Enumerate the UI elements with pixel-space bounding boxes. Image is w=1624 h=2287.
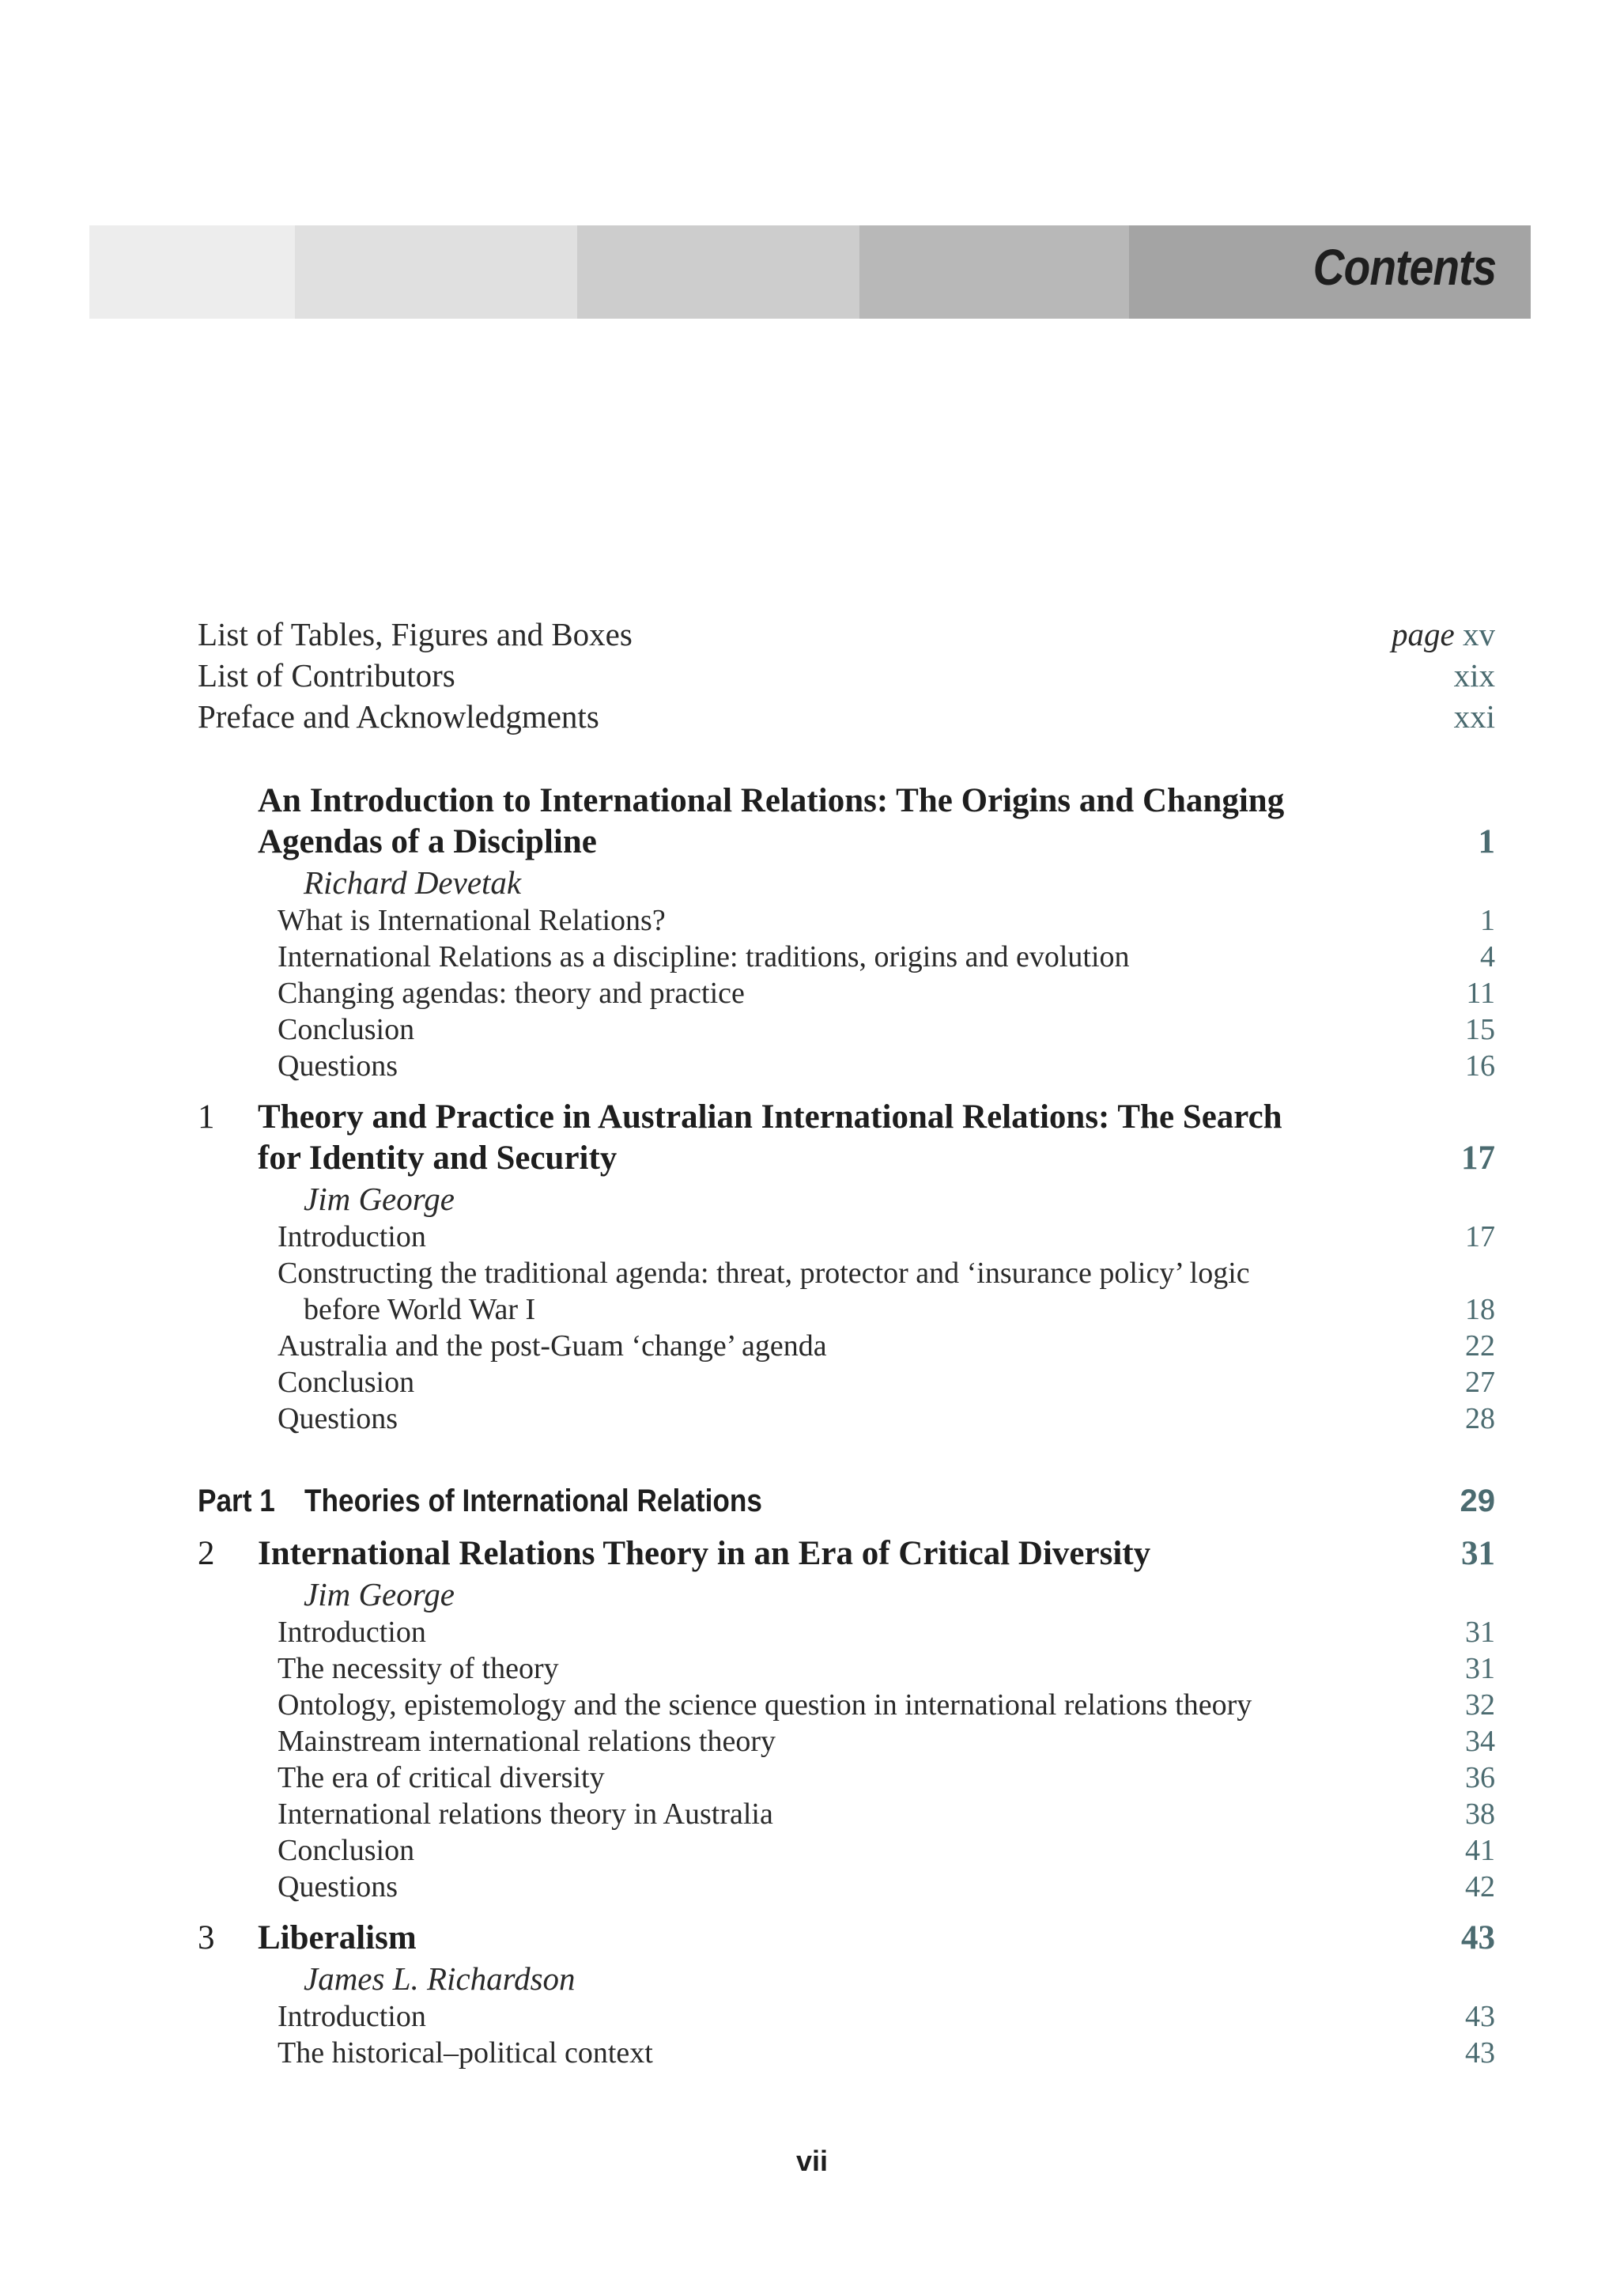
section-page: 31 — [1465, 1616, 1495, 1649]
band-segment — [89, 225, 295, 319]
author-name: Jim George — [304, 1576, 455, 1612]
toc-entry-title: Preface and Acknowledgments — [198, 698, 599, 735]
toc-section[interactable] — [0, 2036, 1624, 2075]
contents-header-band — [89, 225, 1531, 319]
toc-section[interactable] — [0, 939, 1624, 979]
chapter-title-line: for Identity and Security — [258, 1140, 617, 1177]
toc-chapter-title[interactable] — [0, 1139, 1624, 1178]
section-page: 27 — [1465, 1366, 1495, 1399]
section-title: Changing agendas: theory and practice — [278, 977, 745, 1010]
section-page: 22 — [1465, 1329, 1495, 1363]
toc-section[interactable] — [0, 1688, 1624, 1727]
toc-section[interactable] — [0, 1797, 1624, 1836]
toc-entry-front[interactable] — [0, 656, 1624, 696]
toc-section[interactable] — [0, 1012, 1624, 1052]
toc-entry-page: xxi — [1453, 698, 1495, 735]
toc-section[interactable] — [0, 1999, 1624, 2039]
band-segment — [295, 225, 577, 319]
section-page: 38 — [1465, 1797, 1495, 1831]
chapter-title-line: Agendas of a Discipline — [258, 823, 597, 860]
chapter-title-line: An Introduction to International Relations: The Origins and Changing — [258, 782, 1285, 819]
section-title: International Relations as a discipline: traditions, origins and evolution — [278, 940, 1130, 973]
section-page: 43 — [1465, 2000, 1495, 2033]
page-folio: vii — [795, 2145, 829, 2177]
toc-section[interactable] — [0, 903, 1624, 943]
section-page: 41 — [1465, 1834, 1495, 1867]
chapter-number: 3 — [198, 1919, 215, 1956]
toc-section[interactable] — [0, 1615, 1624, 1654]
toc-chapter-title[interactable] — [0, 781, 1624, 821]
toc-section[interactable] — [0, 1724, 1624, 1763]
section-title: The necessity of theory — [278, 1652, 559, 1685]
section-title: Ontology, epistemology and the science question in international relations theory — [278, 1688, 1252, 1722]
toc-entry-title: List of Contributors — [198, 657, 455, 694]
toc-entry-title: List of Tables, Figures and Boxes — [198, 616, 633, 652]
chapter-title-line: International Relations Theory in an Era of Critical Diversity — [258, 1535, 1151, 1572]
toc-section[interactable] — [0, 1219, 1624, 1259]
author-name: James L. Richardson — [304, 1960, 576, 1997]
section-page: 43 — [1465, 2036, 1495, 2070]
toc-section[interactable] — [0, 1401, 1624, 1441]
part-title: Theories of International Relations — [304, 1484, 762, 1518]
section-title: Australia and the post-Guam ‘change’ agenda — [278, 1329, 827, 1363]
toc-part-heading[interactable] — [0, 1484, 1624, 1523]
section-page: 18 — [1465, 1293, 1495, 1326]
section-title: What is International Relations? — [278, 904, 666, 937]
section-page: 4 — [1480, 940, 1495, 973]
chapter-author — [0, 1575, 1624, 1615]
toc-section[interactable] — [0, 976, 1624, 1015]
chapter-title-line: Liberalism — [258, 1919, 417, 1956]
section-title: The era of critical diversity — [278, 1761, 605, 1794]
section-title: Introduction — [278, 2000, 426, 2033]
section-title: Mainstream international relations theory — [278, 1725, 776, 1758]
toc-entry-front[interactable] — [0, 697, 1624, 737]
section-page: 28 — [1465, 1402, 1495, 1435]
chapter-author — [0, 1180, 1624, 1219]
toc-chapter-title[interactable] — [0, 1918, 1624, 1958]
toc-section[interactable] — [0, 1651, 1624, 1691]
chapter-page: 43 — [1461, 1919, 1495, 1956]
toc-section[interactable] — [0, 1833, 1624, 1873]
chapter-number: 1 — [198, 1098, 215, 1136]
part-label: Part 1 — [198, 1484, 275, 1518]
section-title: Introduction — [278, 1616, 426, 1649]
section-title: Conclusion — [278, 1834, 415, 1867]
section-page: 36 — [1465, 1761, 1495, 1794]
section-page: 31 — [1465, 1652, 1495, 1685]
section-title: Questions — [278, 1049, 398, 1083]
page-word-label: page — [1392, 616, 1455, 652]
section-page: 17 — [1465, 1220, 1495, 1253]
toc-chapter-title[interactable] — [0, 1098, 1624, 1137]
section-title: Constructing the traditional agenda: threat, protector and ‘insurance policy’ logic — [278, 1257, 1250, 1290]
author-name: Jim George — [304, 1181, 455, 1217]
toc-entry-page: xix — [1453, 657, 1495, 694]
chapter-title-line: Theory and Practice in Australian International Relations: The Search — [258, 1098, 1282, 1136]
page-number: xv — [1463, 616, 1495, 652]
section-page: 34 — [1465, 1725, 1495, 1758]
section-title: Questions — [278, 1870, 398, 1903]
toc-entry-front[interactable] — [0, 615, 1624, 655]
author-name: Richard Devetak — [304, 864, 522, 901]
toc-section[interactable] — [0, 1869, 1624, 1909]
section-title: Conclusion — [278, 1013, 415, 1046]
section-page: 32 — [1465, 1688, 1495, 1722]
section-title: International relations theory in Australia — [278, 1797, 773, 1831]
toc-section[interactable] — [0, 1365, 1624, 1404]
section-title: Conclusion — [278, 1366, 415, 1399]
section-title: before World War I — [304, 1293, 536, 1326]
toc-chapter-title[interactable] — [0, 822, 1624, 862]
toc-section[interactable] — [0, 1329, 1624, 1368]
chapter-page: 1 — [1478, 823, 1495, 860]
chapter-page: 17 — [1461, 1140, 1495, 1177]
toc-entry-page — [1392, 615, 1495, 653]
section-title: Introduction — [278, 1220, 426, 1253]
toc-section[interactable] — [0, 1049, 1624, 1088]
section-page: 15 — [1465, 1013, 1495, 1046]
page-title: Contents — [1312, 239, 1496, 296]
section-page: 16 — [1465, 1049, 1495, 1083]
section-page: 42 — [1465, 1870, 1495, 1903]
chapter-author — [0, 864, 1624, 903]
toc-section[interactable] — [0, 1292, 1624, 1332]
chapter-page: 31 — [1461, 1535, 1495, 1572]
toc-chapter-title[interactable] — [0, 1534, 1624, 1574]
chapter-number: 2 — [198, 1535, 215, 1572]
band-segment — [577, 225, 859, 319]
section-title: The historical–political context — [278, 2036, 653, 2070]
part-page: 29 — [1460, 1484, 1495, 1518]
toc-section[interactable] — [0, 1760, 1624, 1800]
chapter-author — [0, 1960, 1624, 1999]
section-page: 11 — [1466, 977, 1495, 1010]
section-page: 1 — [1480, 904, 1495, 937]
toc-section[interactable] — [0, 1256, 1624, 1295]
band-segment — [859, 225, 1129, 319]
section-title: Questions — [278, 1402, 398, 1435]
